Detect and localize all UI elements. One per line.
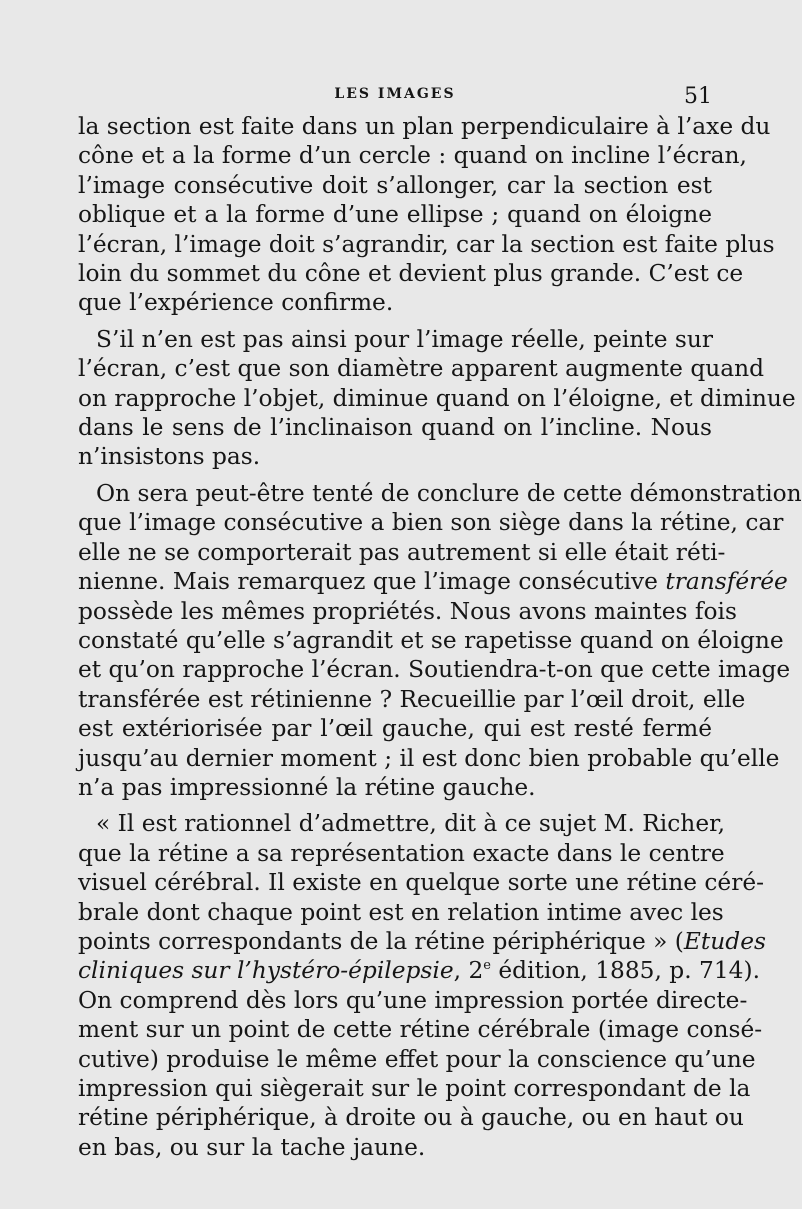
text-run: points correspondants de la rétine périphérique » ( (78, 927, 684, 955)
page-number: 51 (684, 84, 712, 109)
text-line (78, 927, 766, 956)
text-line: oblique et a la forme d’une ellipse ; quand on éloigne (78, 201, 712, 229)
text-line: que l’expérience confirme. (78, 289, 394, 317)
text-run: nienne. Mais remarquez que l’image consécutive (78, 568, 666, 596)
running-title: LES IMAGES (334, 86, 456, 102)
text-line: visuel cérébral. Il existe en quelque sorte une rétine céré- (78, 869, 765, 897)
text-line: que l’image consécutive a bien son siège dans la rétine, car (78, 509, 784, 537)
text-line: rétine périphérique, à droite ou à gauche, ou en haut ou (78, 1104, 744, 1132)
text-line: cutive) produise le même effet pour la conscience qu’une (78, 1045, 756, 1073)
text-line: loin du sommet du cône et devient plus grande. C’est ce (78, 260, 744, 288)
text-line: On comprend dès lors qu’une impression portée directe- (78, 986, 748, 1014)
running-head (78, 84, 712, 114)
citation-superscript: e (483, 958, 491, 974)
text-line: n’insistons pas. (78, 443, 261, 471)
citation-text: édition, 1885, p. 714). (490, 957, 760, 985)
text-line: constaté qu’elle s’agrandit et se rapetisse quand on éloigne (78, 626, 784, 654)
citation-title-part-2: cliniques sur l’hystéro-épilepsie (78, 957, 454, 985)
text-line: l’écran, c’est que son diamètre apparent augmente quand (78, 355, 765, 383)
text-line: ment sur un point de cette rétine cérébrale (image consé- (78, 1016, 763, 1044)
citation-title-part-1: Etudes (683, 927, 766, 955)
text-line: et qu’on rapproche l’écran. Soutiendra-t-on que cette image (78, 656, 791, 684)
citation-text: , 2 (453, 957, 484, 985)
paragraph-1 (78, 112, 775, 318)
text-line: l’image consécutive doit s’allonger, car la section est (78, 171, 712, 199)
paragraph-3 (78, 479, 802, 802)
text-line: en bas, ou sur la tache jaune. (78, 1133, 426, 1161)
text-line: l’écran, l’image doit s’agrandir, car la section est faite plus (78, 230, 775, 258)
text-line: « Il est rationnel d’admettre, dit à ce sujet M. Richer, (96, 810, 726, 838)
text-line: cône et a la forme d’un cercle : quand on incline l’écran, (78, 142, 747, 170)
text-line: est extériorisée par l’œil gauche, qui est resté fermé (78, 715, 712, 743)
text-line: S’il n’en est pas ainsi pour l’image réelle, peinte sur (96, 325, 714, 353)
italic-word: transférée (665, 568, 788, 596)
text-line: brale dont chaque point est en relation intime avec les (78, 898, 724, 926)
text-line: transférée est rétinienne ? Recueillie par l’œil droit, elle (78, 685, 746, 713)
text-line: dans le sens de l’inclinaison quand on l’incline. Nous (78, 414, 712, 442)
text-line: jusqu’au dernier moment ; il est donc bien probable qu’elle (78, 744, 780, 772)
text-line: n’a pas impressionné la rétine gauche. (78, 773, 536, 801)
text-line (78, 567, 788, 596)
text-line: elle ne se comporterait pas autrement si elle était réti- (78, 538, 726, 566)
paragraph-2 (78, 325, 796, 472)
text-line: la section est faite dans un plan perpendiculaire à l’axe du (78, 113, 771, 140)
paragraph-4 (78, 809, 766, 1162)
text-line: impression qui siègerait sur le point correspondant de la (78, 1075, 751, 1102)
text-line: que la rétine a sa représentation exacte dans le centre (78, 839, 725, 867)
text-line (78, 956, 760, 985)
text-line: On sera peut-être tenté de conclure de cette démonstration (96, 479, 802, 507)
text-line: on rapproche l’objet, diminue quand on l’éloigne, et diminue (78, 384, 796, 412)
body-text (78, 112, 802, 1162)
text-line: possède les mêmes propriétés. Nous avons maintes fois (78, 597, 737, 625)
